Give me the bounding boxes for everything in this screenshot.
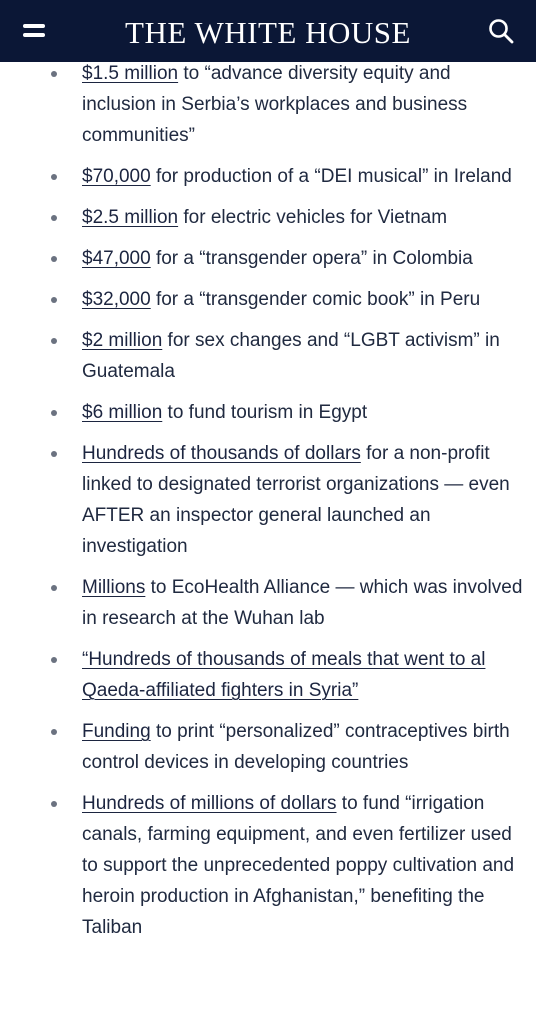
item-link[interactable]: Funding [82, 721, 151, 742]
item-link[interactable]: $70,000 [82, 166, 151, 187]
search-icon[interactable] [486, 16, 516, 46]
item-text: to print “personalized” contraceptives birth control devices in developing countries [82, 721, 510, 773]
item-text: to fund tourism in Egypt [162, 402, 368, 423]
list-item [0, 572, 526, 634]
menu-line [23, 24, 45, 28]
list-item [0, 202, 526, 233]
list-item [0, 716, 526, 778]
item-link[interactable]: Millions [82, 577, 146, 598]
item-text: to EcoHealth Alliance — which was involved in research at the Wuhan lab [82, 577, 523, 629]
list-item [0, 58, 526, 151]
item-link[interactable]: $32,000 [82, 289, 151, 310]
list-item [0, 788, 526, 943]
item-text: for electric vehicles for Vietnam [178, 207, 448, 228]
site-title[interactable]: THE WHITE HOUSE [125, 15, 411, 50]
item-text: for a non-profit linked to designated terrorist organizations — even AFTER an inspector general launched an investigation [82, 443, 510, 557]
item-link[interactable]: $2 million [82, 330, 163, 351]
item-link[interactable]: Hundreds of millions of dollars [82, 793, 337, 814]
list-item [0, 284, 526, 315]
site-header [0, 0, 536, 62]
list-item [0, 243, 526, 274]
hamburger-menu-icon[interactable] [18, 18, 52, 44]
item-link[interactable]: $2.5 million [82, 207, 179, 228]
item-link[interactable]: Hundreds of thousands of dollars [82, 443, 361, 464]
list-item [0, 161, 526, 192]
list-item [0, 644, 526, 706]
spending-list [0, 58, 536, 943]
item-link[interactable]: $6 million [82, 402, 163, 423]
item-text: for production of a “DEI musical” in Ireland [150, 166, 512, 187]
item-text: for a “transgender comic book” in Peru [150, 289, 481, 310]
item-text: to fund “irrigation canals, farming equipment, and even fertilizer used to support the unprecedented poppy cultivation and heroin production in Afghanistan,” benefiting the Taliban [82, 793, 515, 938]
item-link[interactable]: $1.5 million [82, 63, 179, 84]
list-item [0, 325, 526, 387]
item-text: for sex changes and “LGBT activism” in Guatemala [82, 330, 500, 382]
item-link[interactable]: $47,000 [82, 248, 151, 269]
item-link[interactable]: “Hundreds of thousands of meals that went to al Qaeda-affiliated fighters in Syria” [82, 649, 486, 701]
item-text: for a “transgender opera” in Colombia [150, 248, 473, 269]
menu-line [23, 33, 45, 37]
list-item [0, 438, 526, 562]
list-item [0, 397, 526, 428]
article-content [0, 58, 536, 953]
item-text: to “advance diversity equity and inclusion in Serbia’s workplaces and business communities” [82, 63, 468, 146]
